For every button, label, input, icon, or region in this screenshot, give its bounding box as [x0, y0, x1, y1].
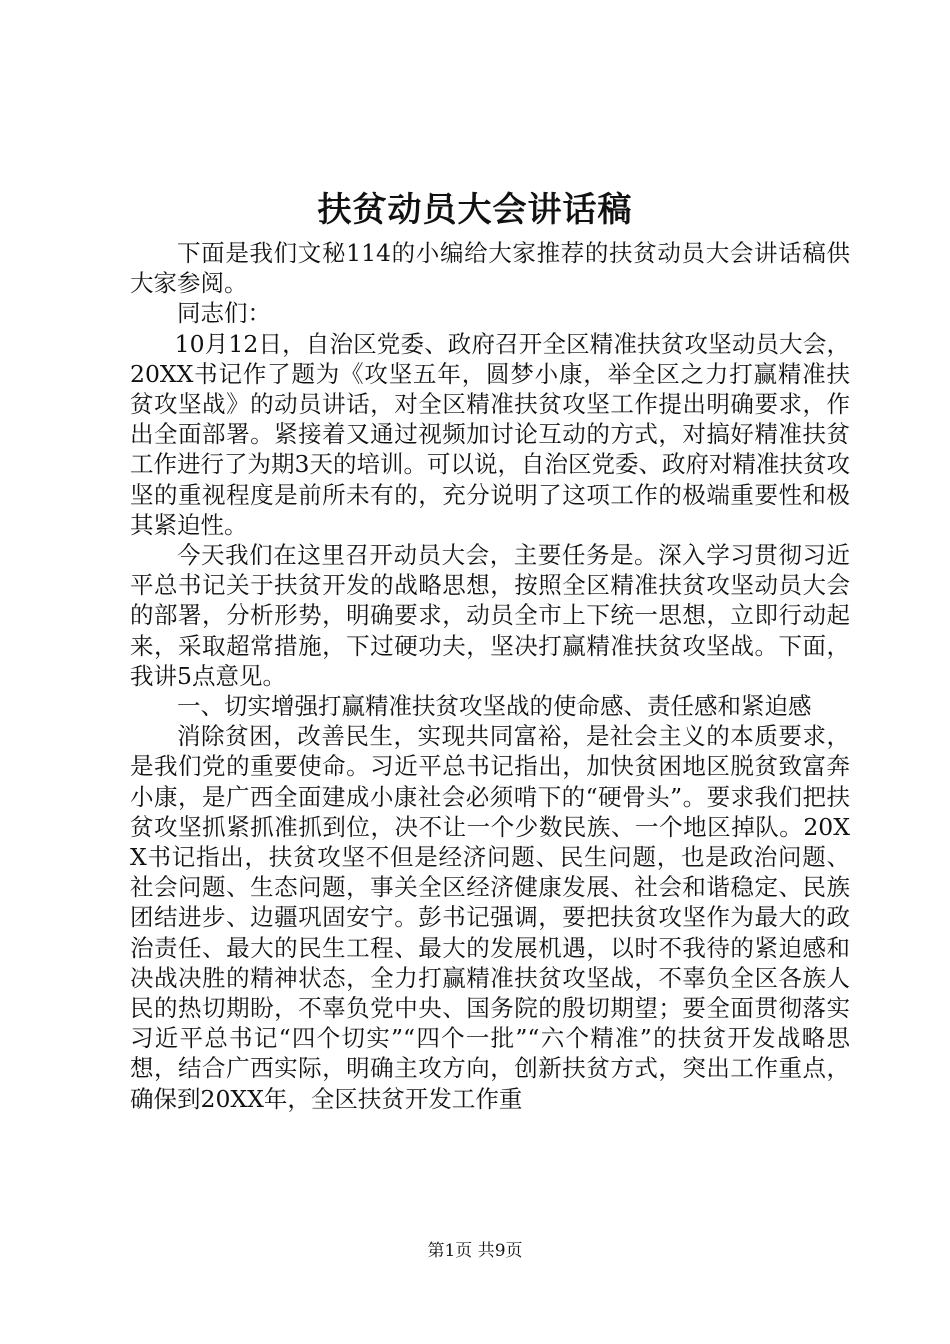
body-paragraph-3: 消除贫困，改善民生，实现共同富裕，是社会主义的本质要求，是我们党的重要使命。习近平总书记指出，加快贫困地区脱贫致富奔小康，是广西全面建成小康社会必须啃下的“硬骨头”。要求我们把扶贫攻坚抓紧抓准抓到位，决不让一个少数民族、一个地区掉队。20XX书记指出，扶贫攻坚不但是经济问题、民生问题，也是政治问题、社会问题、生态问题，事关全区经济健康发展、社会和谐稳定、民族团结进步、边疆巩固安宁。彭书记强调，要把扶贫攻坚作为最大的政治责任、最大的民生工程、最大的发展机遇，以时不我待的紧迫感和决战决胜的精神状态，全力打赢精准扶贫攻坚战，不辜负全区各族人民的热切期盼，不辜负党中央、国务院的殷切期望；要全面贯彻落实习近平总书记“四个切实”“四个一批”“六个精准”的扶贫开发战略思想，结合广西实际，明确主攻方向，创新扶贫方式，突出工作重点，确保到20XX年，全区扶贫开发工作重	[130, 722, 850, 1113]
page-footer: 第1页 共9页	[427, 1241, 523, 1261]
section-heading-1: 一、切实增强打赢精准扶贫攻坚战的使命感、责任感和紧迫感	[177, 692, 812, 721]
body-paragraph-2: 今天我们在这里召开动员大会，主要任务是。深入学习贯彻习近平总书记关于扶贫开发的战略思想，按照全区精准扶贫攻坚动员大会的部署，分析形势，明确要求，动员全市上下统一思想，立即行动起来，采取超常措施，下过硬功夫，坚决打赢精准扶贫攻坚战。下面，我讲5点意见。	[130, 541, 850, 690]
salutation-paragraph: 同志们：	[177, 299, 271, 328]
document-title: 扶贫动员大会讲话稿	[317, 190, 633, 230]
body-paragraph-1: 10月12日，自治区党委、政府召开全区精准扶贫攻坚动员大会，20XX书记作了题为《攻坚五年，圆梦小康，举全区之力打赢精准扶贫攻坚战》的动员讲话，对全区精准扶贫攻坚工作提出明确要求，作出全面部署。紧接着又通过视频加讨论互动的方式，对搞好精准扶贫工作进行了为期3天的培训。可以说，自治区党委、政府对精准扶贫攻坚的重视程度是前所未有的，充分说明了这项工作的极端重要性和极其紧迫性。	[130, 329, 850, 539]
document-body	[130, 238, 850, 1114]
intro-paragraph: 下面是我们文秘114的小编给大家推荐的扶贫动员大会讲话稿供大家参阅。	[130, 239, 850, 298]
